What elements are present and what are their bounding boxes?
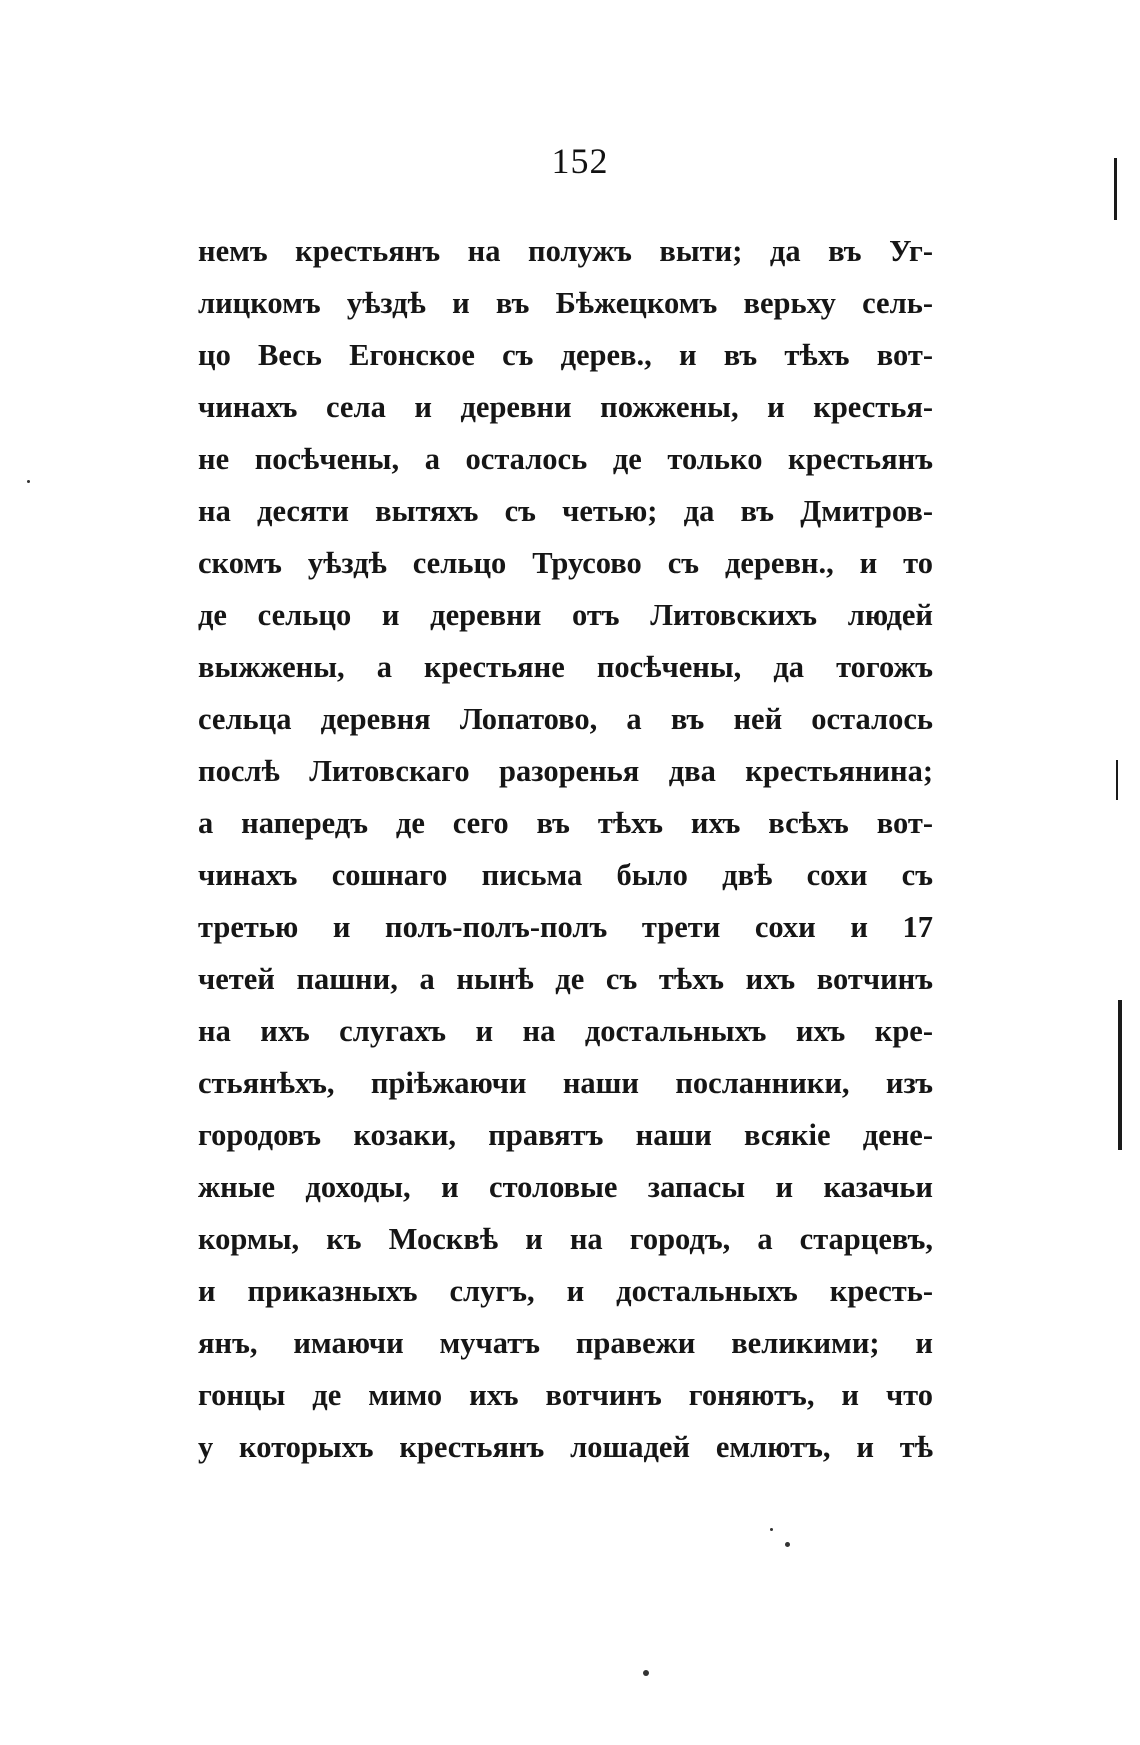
scan-speck xyxy=(785,1542,790,1547)
text-line: лицкомъ уѣздѣ и въ Бѣжецкомъ верьху сель- xyxy=(198,286,933,320)
text-line: янъ, имаючи мучатъ правежи великими; и xyxy=(198,1326,933,1360)
text-line: немъ крестьянъ на полужъ выти; да въ Уг- xyxy=(198,234,933,268)
text-line: четей пашни, а нынѣ де съ тѣхъ ихъ вотчинъ xyxy=(198,962,933,996)
body-text xyxy=(198,225,933,1473)
text-line: скомъ уѣздѣ сельцо Трусово съ деревн., и то xyxy=(198,546,933,580)
scan-speck xyxy=(27,480,30,483)
text-line: жные доходы, и столовые запасы и казачьи xyxy=(198,1170,933,1204)
page-number: 152 xyxy=(551,141,609,181)
text-line: де сельцо и деревни отъ Литовскихъ людей xyxy=(198,598,933,632)
scan-speck xyxy=(643,1670,649,1676)
scan-edge-mark xyxy=(1116,760,1118,800)
text-line: стьянѣхъ, пріѣжаючи наши посланники, изъ xyxy=(198,1066,933,1100)
text-line: чинахъ сошнаго письма было двѣ сохи съ xyxy=(198,858,933,892)
text-line: выжжены, а крестьяне посѣчены, да тогожъ xyxy=(198,650,933,684)
text-line: кормы, къ Москвѣ и на городъ, а старцевъ, xyxy=(198,1222,933,1256)
text-line: а напередъ де сего въ тѣхъ ихъ всѣхъ вот- xyxy=(198,806,933,840)
text-line: у которыхъ крестьянъ лошадей емлютъ, и тѣ xyxy=(198,1430,933,1464)
scan-edge-mark xyxy=(1114,158,1117,220)
text-line: городовъ козаки, правятъ наши всякіе дене- xyxy=(198,1118,933,1152)
text-line: гонцы де мимо ихъ вотчинъ гоняютъ, и что xyxy=(198,1378,933,1412)
text-line: сельца деревня Лопатово, а въ ней осталось xyxy=(198,702,933,736)
text-line: на десяти вытяхъ съ четью; да въ Дмитров- xyxy=(198,494,933,528)
text-line: чинахъ села и деревни пожжены, и крестья- xyxy=(198,390,933,424)
scan-speck xyxy=(770,1528,773,1531)
text-line: послѣ Литовскаго разоренья два крестьянина; xyxy=(198,754,933,788)
text-line: третью и полъ-полъ-полъ трети сохи и 17 xyxy=(198,910,933,944)
text-line: на ихъ слугахъ и на достальныхъ ихъ кре- xyxy=(198,1014,933,1048)
text-line: цо Весь Егонское съ дерев., и въ тѣхъ вот- xyxy=(198,338,933,372)
text-line: и приказныхъ слугъ, и достальныхъ кресть- xyxy=(198,1274,933,1308)
scan-edge-mark xyxy=(1118,1000,1122,1150)
text-line: не посѣчены, а осталось де только крестьянъ xyxy=(198,442,933,476)
